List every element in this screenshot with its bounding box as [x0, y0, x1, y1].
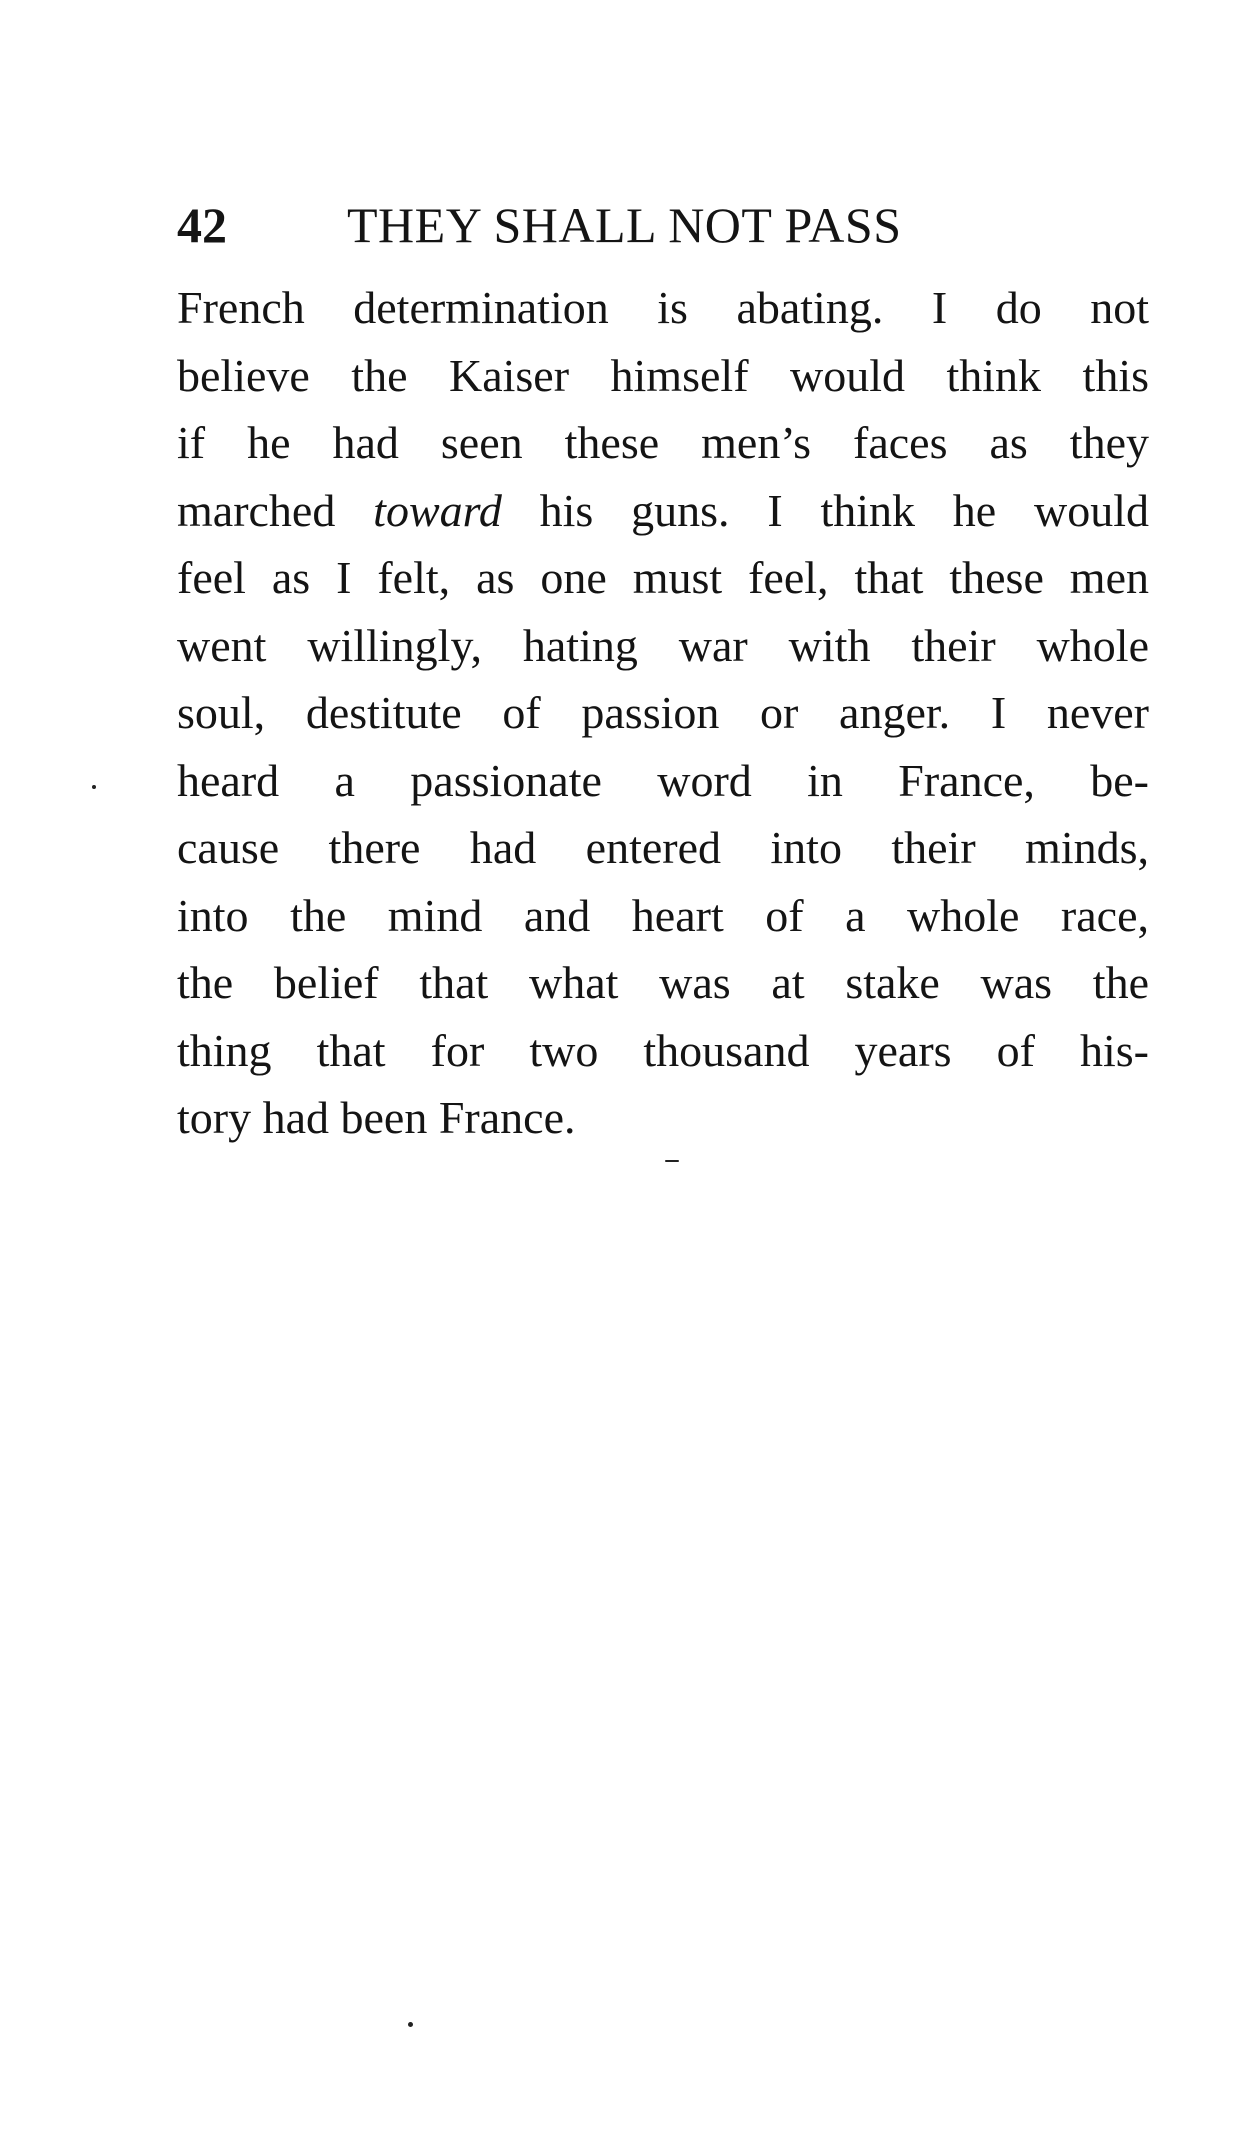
text-segment: marched — [177, 484, 336, 536]
italic-text: toward — [373, 484, 502, 536]
text-line: if he had seen these men’s faces as they — [177, 417, 1149, 468]
text-line: heard a passionate word in France, be- — [177, 754, 1149, 806]
text-line: feel as I felt, as one must feel, that these men — [177, 552, 1149, 603]
running-title: THEY SHALL NOT PASS — [347, 197, 902, 253]
running-head — [177, 190, 1147, 260]
text-line: tory had been France. — [177, 1092, 576, 1143]
text-line: cause there had entered into their minds, — [177, 822, 1149, 873]
text-line: into the mind and heart of a whole race, — [177, 889, 1149, 941]
text-line: French determination is abating. I do not — [177, 282, 1149, 333]
page-number: 42 — [177, 197, 227, 253]
text-line: believe the Kaiser himself would think this — [177, 349, 1149, 401]
scan-speck — [665, 1160, 679, 1162]
text-line: thing that for two thousand years of his- — [177, 1024, 1149, 1076]
text-line: went willingly, hating war with their whole — [177, 619, 1149, 671]
scan-speck — [408, 2022, 413, 2027]
body-paragraph — [177, 274, 1149, 1152]
text-segment: his guns. I think he would — [539, 484, 1150, 536]
scan-speck — [92, 785, 96, 789]
text-line: soul, destitute of passion or anger. I never — [177, 687, 1149, 738]
text-line: the belief that what was at stake was the — [177, 957, 1149, 1008]
text-line — [177, 477, 1149, 545]
